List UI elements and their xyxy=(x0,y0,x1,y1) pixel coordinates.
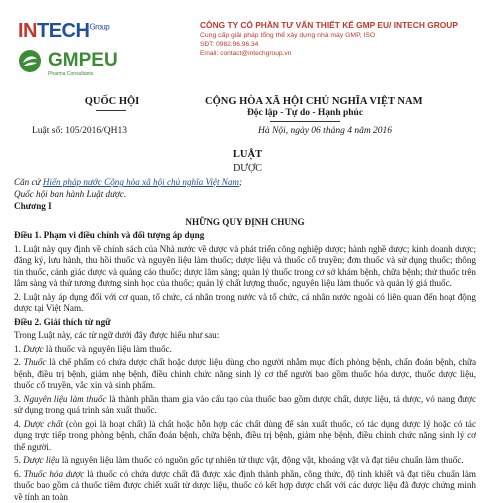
logo-block xyxy=(18,20,208,77)
enactment-statement: Quốc hội ban hành Luật dược. xyxy=(14,189,476,201)
article-1-clause-2: 2. Luật này áp dụng đối với cơ quan, tổ chức, cá nhân trong nước và tổ chức, cá nhân nước ngoài có liên quan đến hoạt động dược tại Việt Nam. xyxy=(14,292,476,315)
definition-5: 5. Dược liệu là nguyên liệu làm thuốc có nguồn gốc tự nhiên từ thực vật, động vật, khoáng vật và đạt tiêu chuẩn làm thuốc. xyxy=(14,455,476,467)
constitution-link[interactable]: Hiến pháp nước Cộng hòa xã hội chủ nghĩa Việt Nam xyxy=(43,177,239,187)
document-body xyxy=(14,177,476,503)
definition-2: 2. Thuốc là chế phẩm có chứa dược chất hoặc dược liệu dùng cho người nhằm mục đích phòng bệnh, chẩn đoán bệnh, chữa bệnh, điều trị bệnh, giảm nhẹ bệnh, điều chỉnh chức năng sinh lý cơ thể người bao gồm thuốc hóa dược, thuốc dược liệu, thuốc cổ truyền, vắc xin và sinh phẩm. xyxy=(14,357,476,392)
law-title: LUẬT xyxy=(0,149,495,160)
article-2-intro: Trong Luật này, các từ ngữ dưới đây được hiểu như sau: xyxy=(14,330,476,342)
company-info xyxy=(200,20,480,57)
chapter-label: Chương I xyxy=(14,201,476,213)
definition-6: 6. Thuốc hóa dược là thuốc có chứa dược chất đã được xác định thành phần, công thức, độ tinh khiết và đạt tiêu chuẩn làm thuốc bao gồm cả thuốc tiêm được chiết xuất từ dược liệu, thuốc có kết hợp dược chất với các dược liệu đã được chứng minh về tính an toàn xyxy=(14,469,476,503)
issue-date: Hà Nội, ngày 06 tháng 4 năm 2016 xyxy=(258,126,392,136)
article-2-heading: Điều 2. Giải thích từ ngữ xyxy=(14,317,476,329)
definition-1: 1. Dược là thuốc và nguyên liệu làm thuốc. xyxy=(14,344,476,356)
intech-logo: $INTECH^{Group}$ xyxy=(18,20,208,43)
gmp-logo-text: GMPEU xyxy=(48,50,118,72)
nation-title: CỘNG HÒA XÃ HỘI CHỦ NGHĨA VIỆT NAM xyxy=(205,96,405,107)
agency-divider xyxy=(96,110,126,111)
definition-3: 3. Nguyên liệu làm thuốc là thành phần tham gia vào cấu tạo của thuốc bao gồm dược chất, dược liệu, tá dược, vỏ nang được sử dụng trong quá trình sản xuất thuốc. xyxy=(14,394,476,417)
law-name: DƯỢC xyxy=(0,163,495,174)
article-1-heading: Điều 1. Phạm vi điều chỉnh và đối tượng áp dụng xyxy=(14,230,476,242)
company-tagline: Cung cấp giải pháp tổng thể xây dựng nhà máy GMP, ISO xyxy=(200,32,480,39)
legal-basis: Căn cứ Hiến pháp nước Cộng hòa xã hội chủ nghĩa Việt Nam; xyxy=(14,177,476,189)
gmp-leaf-icon xyxy=(18,49,42,73)
company-email: Email: contact@intechgroup.vn xyxy=(200,50,480,57)
motto-divider xyxy=(270,121,340,122)
gmp-tagline: Pharma Consultants xyxy=(48,71,208,77)
company-phone: SĐT: 0982.96.96.34 xyxy=(200,41,480,48)
issuing-agency: QUỐC HỘI xyxy=(62,96,162,107)
chapter-title: NHỮNG QUY ĐỊNH CHUNG xyxy=(14,217,476,229)
definition-4: 4. Dược chất (còn gọi là hoạt chất) là chất hoặc hỗn hợp các chất dùng để sản xuất thuốc, có tác dụng dược lý hoặc có tác dụng trực tiếp trong phòng bệnh, chẩn đoán bệnh, chữa bệnh, điều trị bệnh, giảm nhẹ bệnh, điều chỉnh chức năng sinh lý cơ thể người. xyxy=(14,419,476,454)
document-number: Luật số: 105/2016/QH13 xyxy=(32,126,127,136)
national-motto: Độc lập - Tự do - Hạnh phúc xyxy=(205,108,405,118)
article-1-clause-1: 1. Luật này quy định về chính sách của Nhà nước về dược và phát triển công nghiệp dược; hành nghề dược; kinh doanh dược; đăng ký, lưu hành, thu hồi thuốc và nguyên liệu làm thuốc; dược liệu và thuốc cổ truyền; đơn thuốc và sử dụng thuốc; thông tin thuốc, cảnh giác dược và quảng cáo thuốc; dược lâm sàng; quản lý thuốc trong cơ sở khám bệnh, chữa bệnh; thử thuốc trên lâm sàng và thử tương đương sinh học của thuốc; quản lý chất lượng thuốc, nguyên liệu làm thuốc và quản lý giá thuốc. xyxy=(14,244,476,290)
company-name: CÔNG TY CỔ PHẦN TƯ VẤN THIẾT KẾ GMP EU/ INTECH GROUP xyxy=(200,20,480,30)
